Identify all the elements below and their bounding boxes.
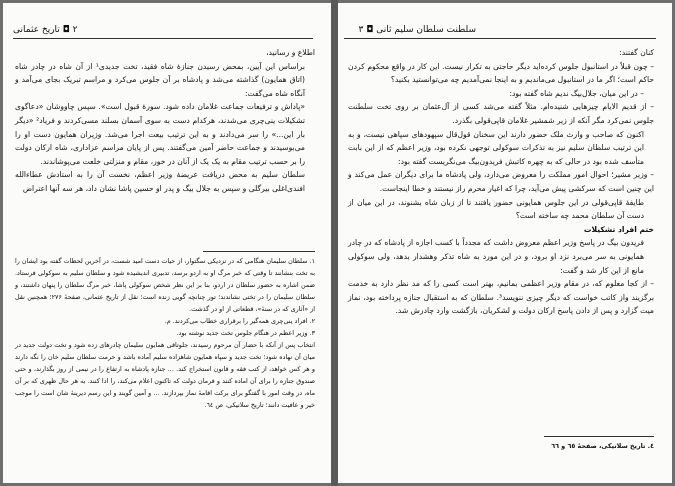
- paragraph: «پاداش و ترفیعات جماعت غلامان داده شود. سورهٔ قبول است». سپس چاووشان «دعاگوی تشکیلات ینی‌چری می‌شدند، هرکدام دست به سوی آسمان بسلند مسی‌کردند و فریاد² «دیگر بار این...» را سر می‌دادند و به این ترتیب بیعت اجرا می‌شد. وزیران همایون دست او را می‌بوسیدند و جماعت حاضر آمین می‌گفتند. پس از پایان مراسم عزاداری، شاه ارکان دولت را بر حسب ترتیب مقام به یک یک از آنان در خور، مقام و منزلتی خلعت می‌پوشاندند.: [15, 102, 305, 166]
- paragraph: – چون قبلاً در استانبول جلوس کرده‌اید دیگر حاجتی به تکرار نیست. این کار در واقع محکوم کردن حاکم است؛ اگر ما در استانبول می‌ماندیم و به اینجا نمی‌آمدیم چه می‌توانستید بکنید؟: [348, 61, 654, 85]
- paragraph: – از کجا معلوم که، در مقام وزیر اعظمی بمانیم، بهتر است کسی را که مد نظر دارد به خدمت برگزیند واز کاتب خواست که دیگر چیزی ننویسد³. سلطان که به استقبال جنازه پرداخته بود، نماز میت گزارد و پس از دادن پاسخ ارکان دولت و لشکریان، بازگشت وارد چادرش شد.: [348, 279, 654, 316]
- left-header-rule: [13, 38, 313, 39]
- left-footnotes: [15, 255, 315, 411]
- footnote-divider: [203, 251, 315, 252]
- paragraph: اطلاع و رسانید،: [266, 48, 315, 57]
- footnote: ٣. وزیر اعظم در هنگام جلوس تخت جدید نوشته بود.: [176, 329, 315, 337]
- paragraph: طایفهٔ قاپی‌قولی در این جلوس همایونی حضور یافتند تا از زبان شاه بشنوند، در این میان از دست آن سلطان محمد چه ساخته است؟: [348, 197, 644, 221]
- footnote-divider: [544, 436, 654, 437]
- paragraph: – از قدیم الایام چیزهایی شنیده‌ام. مثلاً گفته می‌شد کسی از آل‌عثمان بر روی تخت سلطنت جلوس نمی‌کرد مگر آنکه از زیر شمشیر غلامان قاپی‌قولی بگذرد.: [348, 102, 654, 125]
- paragraph: – وزیر مشیر؛ احوال امور مملکت را معروض می‌دارد، ولی پادشاه ما برای دیگران عمل می‌کند و این چنین است که سرکشی پیش می‌آید، چرا که اغیار محرم راز نیستند و خطا اینجاست.: [348, 170, 654, 193]
- right-page: [338, 3, 672, 483]
- right-footnote: ٤. تاریخ سلانیکی، صفحهٔ ٦٥ و ٦٦: [551, 442, 654, 450]
- right-main-text: [348, 46, 654, 318]
- right-header-rule: [344, 38, 656, 39]
- right-running-header: سلطنت سلطان سلیم ثانی ◘ ٣: [358, 25, 476, 35]
- left-main-text: [15, 46, 315, 196]
- footnote: ١. سلطان سلیمان هنگامی که در نزدیکی سگتوار، از حیات دست امید شست، در آخرین لحظات گفته بود ایشان را به تخت بنشانند تا وقتی که خبر مرگ او به اردو برسد، تدبیری اندیشیده شود و سلطان سلیم به سوکولی فرستاد. ضمن اشاره به حضور سلطان در اردو، بنا بر این نظر شخص سوکولی پاشا، خبر مرگ سلطان را پنهان داشتند، و سلطان سلیمان را در تختی نشاندند؛ تور چنانچه گویی زنده است؛ نقل از تاریخ عثمانی، صفحهٔ ۲۷۶؛ همچنین نقل از «آثاری که در سنهٔ»، قطعاتی از او در گذشت.: [15, 257, 315, 313]
- section-title: ختم افراد تشکیلات: [583, 224, 654, 234]
- paragraph: کنان گفتند:: [619, 48, 654, 57]
- paragraph: سلطان سلیم به محض دریافت عریضهٔ وزیر اعظم، نخست آن را به استادش عطاءالله افندی‌اغلی بیرگلی و سپس به جلال بیگ و پدر او حسین پاشا نشان داد، هر سه آنها اعتراض: [15, 170, 305, 193]
- footnote: ٢. افراد ینی‌چری همه‌گیر را برقراری خطاب می‌کردند. م.: [164, 317, 315, 325]
- footnote: انتخاب پس از آنکه با حضار آن مرحوم رسیدند، جلوتاقی همایون سلیمان چادرهای زده شود و تخت دولت جدید در میان آن نهاده شود؛ تخت جدید و سپاه همایون شاهزاده سلیم آماده باشد و حرمت سلطان سلیم خان را نگه دارند و هر کس خواهد، از کتب فقه و قانون استخراج کند. ... جنازه پادشاه به ارتفاع را در نیمی از روز بگذارند، و حتی صندوق جنازه را برای آن اماده کنند و فرمان دولت که تاکنون اعلام می‌کند، را ادا کنند. به هر حال ظهری که بر آن ماه، در وقت امور با گفتگو برای برکت اقامهٔ نماز بپردازند. ... و آمین گویند و این رسم دیرینهٔ شان است را موجب خیر و عافیت دانند؛ تاریخ سلانیکی، ص ٦٤.: [15, 341, 315, 409]
- paragraph: اکنون که صاحب و وارث ملک حضور دارند این سخنان قول‌قال سپهودهای سپاهی نیست، و به این ترتیب سلطان سلیم نیز به تذکرات سوکولی توجهی نکرده بود، وزیر اعظم که از این بابت متأسف شده بود در حالی که به چهره کاتبش فریدون‌بیگ می‌نگریست گفته بود:: [348, 129, 644, 166]
- left-running-header: ٢ ◘ تاریخ عثمانی: [13, 25, 78, 35]
- paragraph: براساس این آیین، بمحض رسیدن جنازهٔ شاه فقید، تخت جدیدی¹ از آن شاه در چادر شاه (اتاق همایون) گذاشته می‌شد و پادشاه بر آن جلوس می‌کرد و مراسم تبریک بجای می‌آمد و آنگاه شاه می‌گفت:: [15, 61, 305, 98]
- paragraph: فریدون بیگ در پاسخ وزیر اعظم معروض داشت که مجدداً با کسب اجازه از پادشاه که در چادر همایونی به سر می‌برد نزد او برود، و در این مورد به شاه تذکر وهشدار بدهد، ولی سوکولی مانع از این کار شد و گفت:: [348, 238, 644, 275]
- book-gutter: [331, 0, 338, 486]
- paragraph: – در این میان، جلال‌بیگ ندیم شاه گفته بود:: [509, 88, 644, 98]
- left-page: [3, 3, 331, 483]
